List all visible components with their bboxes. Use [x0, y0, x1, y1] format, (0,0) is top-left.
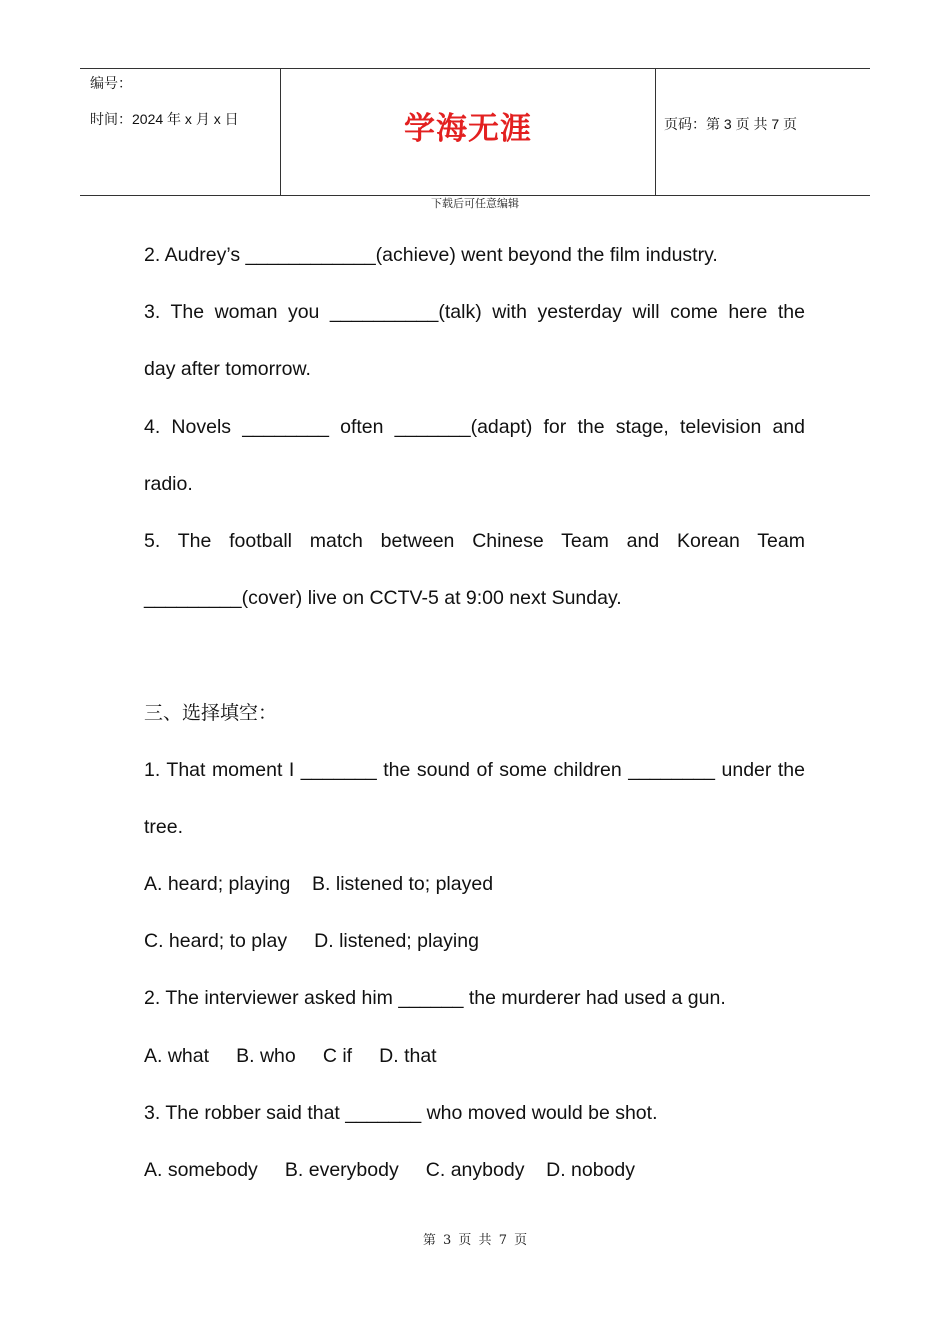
answer-options: A. somebody B. everybody C. anybody D. nobody — [144, 1159, 636, 1181]
exercise-line: 4. Novels ________ often _______(adapt) for the stage, television and — [144, 415, 805, 438]
number-label: 编号： — [90, 75, 132, 91]
exercise-line: 3. The woman you __________(talk) with yesterday will come here the — [144, 301, 805, 324]
exercise-line: 5. The football match between Chinese Team and Korean Team — [144, 529, 805, 552]
question-line: 1. That moment I _______ the sound of some children ________ under the — [144, 758, 805, 781]
header-title: 学海无涯 — [404, 111, 532, 147]
answer-options: A. what B. who C if D. that — [144, 1044, 437, 1067]
exercise-line: radio. — [144, 472, 193, 495]
header-title-cell — [280, 69, 656, 195]
header-info-cell — [80, 69, 280, 195]
blank-line — [144, 627, 805, 684]
exercise-line: day after tomorrow. — [144, 358, 311, 381]
exercise-line: 2. Audrey’s ____________(achieve) went beyond the film industry. — [144, 244, 718, 266]
page-footer: 第 3 页 共 7 页 — [422, 1233, 528, 1248]
question-line: 2. The interviewer asked him ______ the murderer had used a gun. — [144, 987, 726, 1010]
question-line: tree. — [144, 815, 184, 838]
answer-options: A. heard; playing B. listened to; played — [144, 873, 494, 896]
section-heading: 三、选择填空： — [144, 701, 278, 724]
edit-note: 下载后可任意编辑 — [431, 197, 519, 210]
header-page-cell — [655, 69, 870, 195]
exercise-line: _________(cover) live on CCTV-5 at 9:00 next Sunday. — [144, 587, 622, 610]
document-body — [144, 227, 805, 1199]
time-label: 时间：2024 年 x 月 x 日 — [90, 111, 239, 127]
header-table — [80, 68, 870, 196]
question-line: 3. The robber said that _______ who moved would be shot. — [144, 1101, 658, 1124]
answer-options: C. heard; to play D. listened; playing — [144, 930, 479, 953]
page-label: 页码：第 3 页 共 7 页 — [664, 116, 798, 132]
